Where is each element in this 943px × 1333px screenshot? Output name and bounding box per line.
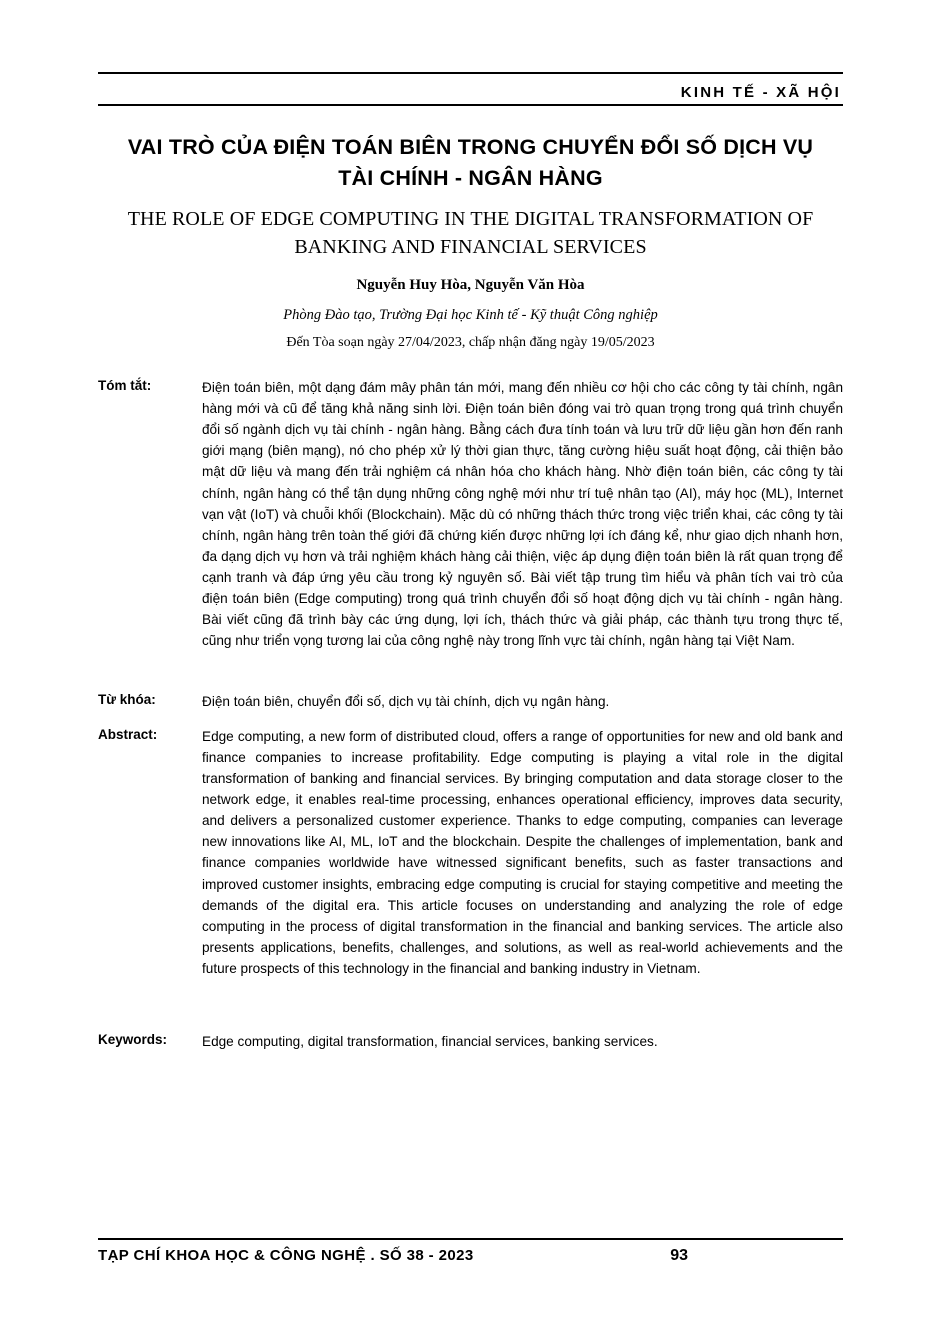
keywords-vietnamese-label: Từ khóa: (98, 692, 156, 708)
page-title-vietnamese: VAI TRÒ CỦA ĐIỆN TOÁN BIÊN TRONG CHUYỂN ĐỔI SỐ DỊCH VỤ TÀI CHÍNH - NGÂN HÀNG (127, 135, 814, 190)
keywords-english-label: Keywords: (98, 1031, 168, 1047)
abstract-vietnamese-text: Điện toán biên, một dạng đám mây phân tán mới, mang đến nhiều cơ hội cho các công ty tài chính, ngân hàng mới và cũ để tăng khả năng sinh lời. Điện toán biên đóng vai trò quan trọng trong quá trình chuyển đổi số ngành dịch vụ tài chính - ngân hàng. Bằng cách đưa tính toán và lưu trữ dữ liệu gần hơn đến ranh giới mạng (biên mạng), nó cho phép xử lý thời gian thực, tăng cường hiệu suất hoạt động, cải thiện bảo mật dữ liệu và mang đến trải nghiệm cá nhân hóa cho khách hàng. Nhờ điện toán biên, các công ty tài chính, ngân hàng có thể tận dụng những công nghệ mới như trí tuệ nhân tạo (AI), máy học (ML), Internet vạn vật (IoT) và chuỗi khối (Blockchain). Mặc dù có những thách thức trong việc triển khai, các công ty tài chính, ngân hàng trên toàn thế giới đã chứng kiến được những lợi ích đáng kể, như giao dịch nhanh hơn, đa dạng dịch vụ hơn và trải nghiệm khách hàng cải thiện, việc áp dụng điện toán biên là rất quan trọng để cạnh tranh và đáp ứng yêu cầu trong kỷ nguyên số. Bài viết tập trung tìm hiểu và phân tích vai trò của điện toán biên (Edge computing) trong quá trình chuyển đổi số hoạt động dịch vụ tài chính - ngân hàng. Bài viết cũng đã trình bày các ứng dụng, lợi ích, thách thức và giải pháp, các thành tựu trong thực tế, cũng như triển vọng tương lai của công nghệ này trong lĩnh vực tài chính, ngân hàng tại Việt Nam. (202, 380, 843, 648)
page-title-english: THE ROLE OF EDGE COMPUTING IN THE DIGITAL TRANSFORMATION OF BANKING AND FINANCIAL SERVICES (127, 208, 814, 258)
affiliation: Phòng Đào tạo, Trường Đại học Kinh tế - Kỹ thuật Công nghiệp (283, 307, 658, 324)
section-label: KINH TẾ - XÃ HỘI (680, 84, 841, 101)
header-bottom-rule (98, 104, 843, 106)
abstract-english-text: Edge computing, a new form of distributed cloud, offers a range of opportunities for new and old bank and finance companies to increase profitability. Edge computing is playing a vital role in the digital transformation of banking and financial services. By bringing computation and data storage closer to the network edge, it enables real-time processing, enhances operational efficiency, improves data security, and delivers a personalized customer experience. Thanks to edge computing, companies can leverage new innovations like AI, ML, IoT and the blockchain. Despite the challenges of implementation, bank and finance companies worldwide have witnessed significant benefits, such as faster transactions and improved customer insights, embracing edge computing is crucial for staying competitive and meeting the demands of the digital era. This article focuses on understanding and analyzing the role of edge computing in the process of digital transformation in the financial and banking services. The article also presents applications, benefits, challenges, and solutions, as well as real-world achievements and the future prospects of this technology in the financial and banking industry in Vietnam. (202, 729, 843, 976)
footer-page-number: 93 (670, 1247, 688, 1264)
keywords-english-block (98, 1031, 843, 1052)
keywords-vietnamese-text: Điện toán biên, chuyển đổi số, dịch vụ tài chính, dịch vụ ngân hàng. (202, 694, 610, 710)
abstract-english-label: Abstract: (98, 727, 158, 743)
abstract-vietnamese-label: Tóm tắt: (98, 378, 152, 394)
abstract-vietnamese-block (98, 377, 843, 651)
authors: Nguyễn Huy Hòa, Nguyễn Văn Hòa (356, 277, 585, 294)
abstract-english-block (98, 726, 843, 979)
keywords-english-text: Edge computing, digital transformation, financial services, banking services. (202, 1033, 658, 1049)
page-content (98, 72, 843, 1052)
footer-journal-title: TẠP CHÍ KHOA HỌC & CÔNG NGHỆ . SỐ 38 - 2023 (98, 1247, 474, 1264)
keywords-vietnamese-block (98, 691, 843, 712)
received-date: Đến Tòa soạn ngày 27/04/2023, chấp nhận đăng ngày 19/05/2023 (286, 335, 655, 351)
page-footer (98, 1238, 843, 1265)
footer-row (98, 1240, 843, 1265)
